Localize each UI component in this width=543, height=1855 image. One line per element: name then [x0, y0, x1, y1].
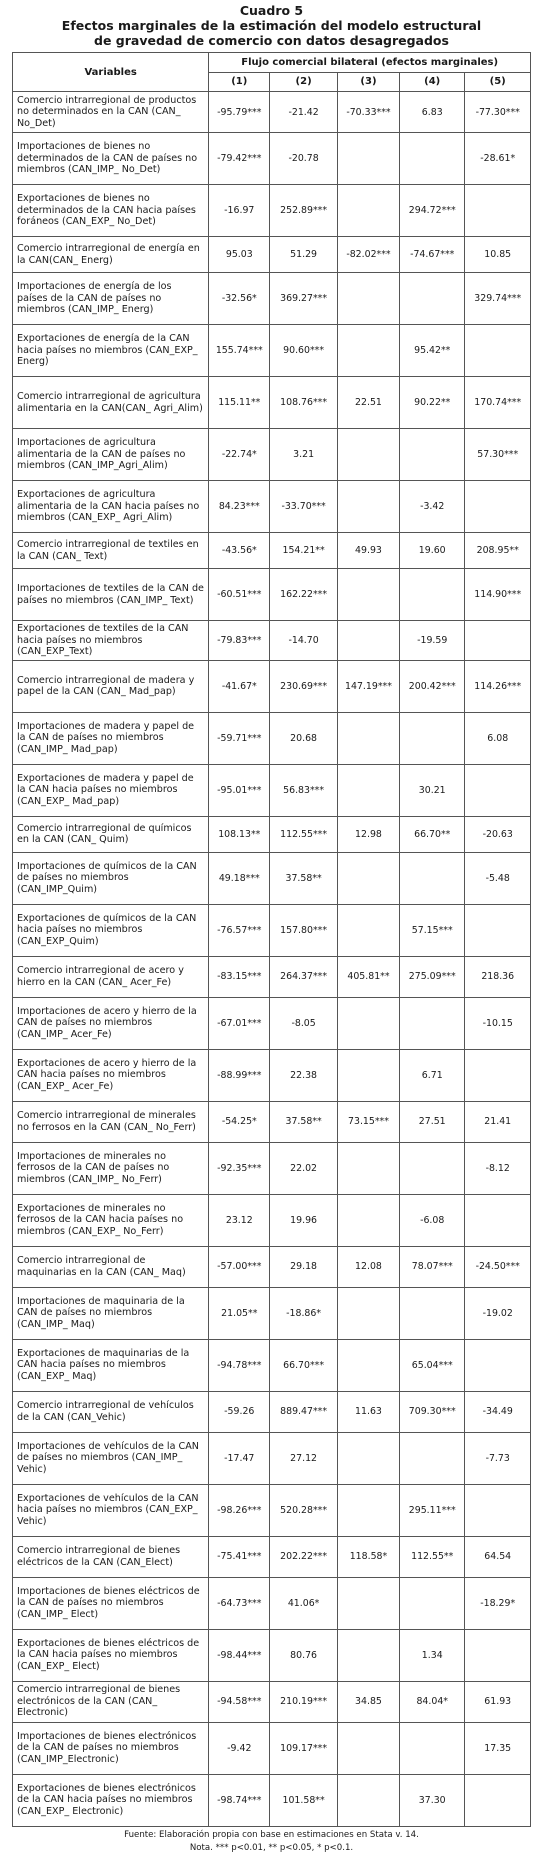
header-col-3: (3)	[337, 72, 399, 92]
header-variables: Variables	[13, 53, 209, 92]
row-variable-label: Importaciones de vehículos de la CAN de países no miembros (CAN_IMP_ Vehic)	[13, 1432, 209, 1484]
row-variable-label: Comercio intrarregional de energía en la CAN(CAN_ Energ)	[13, 237, 209, 273]
cell-col-5: 114.90***	[465, 569, 531, 621]
cell-col-3	[337, 1049, 399, 1101]
cell-col-5	[465, 1774, 531, 1826]
header-col-4: (4)	[400, 72, 465, 92]
cell-col-5	[465, 1629, 531, 1681]
cell-col-2: 22.02	[270, 1142, 338, 1194]
cell-col-5	[465, 1339, 531, 1391]
cell-col-4: 57.15***	[400, 904, 465, 956]
table-row	[13, 325, 531, 377]
cell-col-4: 65.04***	[400, 1339, 465, 1391]
cell-col-1: -41.67*	[209, 660, 270, 712]
table-row	[13, 956, 531, 997]
row-variable-label: Exportaciones de madera y papel de la CAN hacia países no miembros (CAN_EXP_ Mad_pap)	[13, 764, 209, 816]
table-row	[13, 1577, 531, 1629]
cell-col-1: 155.74***	[209, 325, 270, 377]
row-variable-label: Exportaciones de vehículos de la CAN hacia países no miembros (CAN_EXP_ Vehic)	[13, 1484, 209, 1536]
cell-col-5: 10.85	[465, 237, 531, 273]
table-row	[13, 481, 531, 533]
cell-col-5: 64.54	[465, 1536, 531, 1577]
cell-col-1: 21.05**	[209, 1287, 270, 1339]
cell-col-4: 1.34	[400, 1629, 465, 1681]
cell-col-3	[337, 1484, 399, 1536]
row-variable-label: Importaciones de bienes no determinados de la CAN de países no miembros (CAN_IMP_ No_Det)	[13, 133, 209, 185]
cell-col-1: 108.13**	[209, 816, 270, 852]
cell-col-5: 21.41	[465, 1101, 531, 1142]
cell-col-2: 19.96	[270, 1194, 338, 1246]
cell-col-4: 78.07***	[400, 1246, 465, 1287]
table-row	[13, 1536, 531, 1577]
cell-col-4	[400, 429, 465, 481]
table-row	[13, 997, 531, 1049]
cell-col-2: 109.17***	[270, 1722, 338, 1774]
cell-col-1: -22.74*	[209, 429, 270, 481]
cell-col-1: -98.26***	[209, 1484, 270, 1536]
cell-col-1: -98.74***	[209, 1774, 270, 1826]
cell-col-4: -74.67***	[400, 237, 465, 273]
cell-col-3: 118.58*	[337, 1536, 399, 1577]
cell-col-1: -64.73***	[209, 1577, 270, 1629]
cell-col-5	[465, 185, 531, 237]
cell-col-5: -19.02	[465, 1287, 531, 1339]
results-table	[12, 52, 531, 1827]
row-variable-label: Comercio intrarregional de maquinarias en la CAN (CAN_ Maq)	[13, 1246, 209, 1287]
cell-col-5: 17.35	[465, 1722, 531, 1774]
cell-col-1: -60.51***	[209, 569, 270, 621]
cell-col-3: 34.85	[337, 1681, 399, 1722]
cell-col-2: 27.12	[270, 1432, 338, 1484]
cell-col-1: -79.83***	[209, 621, 270, 661]
row-variable-label: Exportaciones de energía de la CAN hacia países no miembros (CAN_EXP_ Energ)	[13, 325, 209, 377]
cell-col-5: -8.12	[465, 1142, 531, 1194]
cell-col-3	[337, 621, 399, 661]
cell-col-3	[337, 852, 399, 904]
cell-col-4: 19.60	[400, 533, 465, 569]
cell-col-2: 101.58**	[270, 1774, 338, 1826]
cell-col-4: 112.55**	[400, 1536, 465, 1577]
cell-col-1: -67.01***	[209, 997, 270, 1049]
row-variable-label: Importaciones de energía de los países de la CAN de países no miembros (CAN_IMP_ Energ)	[13, 273, 209, 325]
row-variable-label: Importaciones de agricultura alimentaria de la CAN de países no miembros (CAN_IMP_Agri_Alim)	[13, 429, 209, 481]
cell-col-1: -95.01***	[209, 764, 270, 816]
significance-note: Nota. *** p<0.01, ** p<0.05, * p<0.1.	[189, 1842, 354, 1853]
row-variable-label: Exportaciones de textiles de la CAN hacia países no miembros (CAN_EXP_Text)	[13, 621, 209, 661]
table-row	[13, 92, 531, 133]
cell-col-3	[337, 1194, 399, 1246]
cell-col-5: 208.95**	[465, 533, 531, 569]
cell-col-3	[337, 1339, 399, 1391]
header-col-5: (5)	[465, 72, 531, 92]
cell-col-2: 889.47***	[270, 1391, 338, 1432]
cell-col-4	[400, 133, 465, 185]
cell-col-5: 57.30***	[465, 429, 531, 481]
cell-col-2: -33.70***	[270, 481, 338, 533]
cell-col-5: 6.08	[465, 712, 531, 764]
table-row	[13, 1049, 531, 1101]
cell-col-1: 95.03	[209, 237, 270, 273]
cell-col-3: -70.33***	[337, 92, 399, 133]
cell-col-1: -9.42	[209, 1722, 270, 1774]
row-variable-label: Importaciones de textiles de la CAN de países no miembros (CAN_IMP_ Text)	[13, 569, 209, 621]
cell-col-5: -10.15	[465, 997, 531, 1049]
row-variable-label: Comercio intrarregional de acero y hierro en la CAN (CAN_ Acer_Fe)	[13, 956, 209, 997]
cell-col-2: 66.70***	[270, 1339, 338, 1391]
cell-col-1: -54.25*	[209, 1101, 270, 1142]
cell-col-2: 90.60***	[270, 325, 338, 377]
cell-col-5	[465, 325, 531, 377]
cell-col-1: -32.56*	[209, 273, 270, 325]
cell-col-1: -76.57***	[209, 904, 270, 956]
cell-col-1: -16.97	[209, 185, 270, 237]
table-row	[13, 1432, 531, 1484]
cell-col-4: -6.08	[400, 1194, 465, 1246]
cell-col-2: -21.42	[270, 92, 338, 133]
cell-col-3	[337, 185, 399, 237]
table-row	[13, 429, 531, 481]
header-col-2: (2)	[270, 72, 338, 92]
table-row	[13, 712, 531, 764]
cell-col-5: -28.61*	[465, 133, 531, 185]
header-group: Flujo comercial bilateral (efectos marginales)	[209, 53, 531, 73]
table-row	[13, 133, 531, 185]
cell-col-1: 84.23***	[209, 481, 270, 533]
table-row	[13, 569, 531, 621]
table-row	[13, 1629, 531, 1681]
cell-col-1: -59.26	[209, 1391, 270, 1432]
cell-col-4	[400, 1142, 465, 1194]
cell-col-2: 202.22***	[270, 1536, 338, 1577]
cell-col-3	[337, 1287, 399, 1339]
row-variable-label: Comercio intrarregional de bienes electrónicos de la CAN (CAN_ Electronic)	[13, 1681, 209, 1722]
cell-col-2: 154.21**	[270, 533, 338, 569]
cell-col-1: -92.35***	[209, 1142, 270, 1194]
cell-col-4	[400, 1577, 465, 1629]
row-variable-label: Exportaciones de acero y hierro de la CAN hacia países no miembros (CAN_EXP_ Acer_Fe)	[13, 1049, 209, 1101]
cell-col-2: 108.76***	[270, 377, 338, 429]
table-row	[13, 1339, 531, 1391]
row-variable-label: Exportaciones de minerales no ferrosos de la CAN hacia países no miembros (CAN_EXP_ No_Ferr)	[13, 1194, 209, 1246]
cell-col-4: 27.51	[400, 1101, 465, 1142]
cell-col-2: 252.89***	[270, 185, 338, 237]
table-row	[13, 1774, 531, 1826]
table-row	[13, 377, 531, 429]
table-row	[13, 816, 531, 852]
row-variable-label: Comercio intrarregional de bienes eléctricos de la CAN (CAN_Elect)	[13, 1536, 209, 1577]
cell-col-4: 294.72***	[400, 185, 465, 237]
cell-col-4	[400, 852, 465, 904]
cell-col-3: 22.51	[337, 377, 399, 429]
row-variable-label: Importaciones de maquinaria de la CAN de países no miembros (CAN_IMP_ Maq)	[13, 1287, 209, 1339]
row-variable-label: Importaciones de acero y hierro de la CAN de países no miembros (CAN_IMP_ Acer_Fe)	[13, 997, 209, 1049]
cell-col-1: 115.11**	[209, 377, 270, 429]
cell-col-1: 49.18***	[209, 852, 270, 904]
table-row	[13, 273, 531, 325]
cell-col-5	[465, 1484, 531, 1536]
cell-col-2: 264.37***	[270, 956, 338, 997]
cell-col-2: 29.18	[270, 1246, 338, 1287]
cell-col-1: -43.56*	[209, 533, 270, 569]
cell-col-4	[400, 1432, 465, 1484]
row-variable-label: Comercio intrarregional de madera y papel de la CAN (CAN_ Mad_pap)	[13, 660, 209, 712]
table-row	[13, 1194, 531, 1246]
table-row	[13, 533, 531, 569]
cell-col-1: -75.41***	[209, 1536, 270, 1577]
row-variable-label: Importaciones de minerales no ferrosos de la CAN de países no miembros (CAN_IMP_ No_Ferr)	[13, 1142, 209, 1194]
cell-col-2: 369.27***	[270, 273, 338, 325]
cell-col-1: -83.15***	[209, 956, 270, 997]
cell-col-4: 709.30***	[400, 1391, 465, 1432]
row-variable-label: Importaciones de madera y papel de la CAN de países no miembros (CAN_IMP_ Mad_pap)	[13, 712, 209, 764]
cell-col-2: 51.29	[270, 237, 338, 273]
cell-col-2: -20.78	[270, 133, 338, 185]
row-variable-label: Comercio intrarregional de agricultura alimentaria en la CAN(CAN_ Agri_Alim)	[13, 377, 209, 429]
cell-col-1: -95.79***	[209, 92, 270, 133]
cell-col-5: -24.50***	[465, 1246, 531, 1287]
table-row	[13, 1484, 531, 1536]
cell-col-5: -5.48	[465, 852, 531, 904]
cell-col-3	[337, 997, 399, 1049]
cell-col-1: -57.00***	[209, 1246, 270, 1287]
cell-col-3: 12.08	[337, 1246, 399, 1287]
cell-col-1: -79.42***	[209, 133, 270, 185]
row-variable-label: Exportaciones de agricultura alimentaria de la CAN hacia países no miembros (CAN_EXP_ Agri_Alim)	[13, 481, 209, 533]
cell-col-1: -94.58***	[209, 1681, 270, 1722]
row-variable-label: Exportaciones de químicos de la CAN hacia países no miembros (CAN_EXP_Quim)	[13, 904, 209, 956]
cell-col-2: 112.55***	[270, 816, 338, 852]
cell-col-4: 30.21	[400, 764, 465, 816]
row-variable-label: Importaciones de bienes electrónicos de la CAN de países no miembros (CAN_IMP_Electronic)	[13, 1722, 209, 1774]
cell-col-5: -7.73	[465, 1432, 531, 1484]
table-row	[13, 764, 531, 816]
cell-col-4: 6.83	[400, 92, 465, 133]
cell-col-3	[337, 325, 399, 377]
cell-col-5	[465, 621, 531, 661]
cell-col-4	[400, 273, 465, 325]
row-variable-label: Comercio intrarregional de minerales no ferrosos en la CAN (CAN_ No_Ferr)	[13, 1101, 209, 1142]
source-note: Fuente: Elaboración propia con base en estimaciones en Stata v. 14.	[124, 1829, 419, 1840]
cell-col-4: 6.71	[400, 1049, 465, 1101]
table-row	[13, 1101, 531, 1142]
cell-col-2: 3.21	[270, 429, 338, 481]
table-row	[13, 1722, 531, 1774]
cell-col-5: 329.74***	[465, 273, 531, 325]
cell-col-2: 41.06*	[270, 1577, 338, 1629]
cell-col-1: -17.47	[209, 1432, 270, 1484]
cell-col-3: -82.02***	[337, 237, 399, 273]
cell-col-1: -88.99***	[209, 1049, 270, 1101]
caption-title-line-1: Efectos marginales de la estimación del modelo estructural	[61, 18, 482, 33]
cell-col-1: -98.44***	[209, 1629, 270, 1681]
cell-col-3	[337, 1577, 399, 1629]
table-row	[13, 1391, 531, 1432]
row-variable-label: Exportaciones de maquinarias de la CAN hacia países no miembros (CAN_EXP_ Maq)	[13, 1339, 209, 1391]
row-variable-label: Comercio intrarregional de textiles en la CAN (CAN_ Text)	[13, 533, 209, 569]
cell-col-1: 23.12	[209, 1194, 270, 1246]
cell-col-2: 210.19***	[270, 1681, 338, 1722]
cell-col-5	[465, 764, 531, 816]
row-variable-label: Exportaciones de bienes eléctricos de la CAN hacia países no miembros (CAN_EXP_ Elect)	[13, 1629, 209, 1681]
cell-col-3	[337, 481, 399, 533]
cell-col-4	[400, 569, 465, 621]
cell-col-3: 147.19***	[337, 660, 399, 712]
caption-title-line-2: de gravedad de comercio con datos desagregados	[94, 33, 449, 48]
table-row	[13, 621, 531, 661]
cell-col-3	[337, 133, 399, 185]
cell-col-4: -19.59	[400, 621, 465, 661]
cell-col-4: 275.09***	[400, 956, 465, 997]
cell-col-5: -77.30***	[465, 92, 531, 133]
table-row	[13, 904, 531, 956]
cell-col-4	[400, 1722, 465, 1774]
cell-col-2: 20.68	[270, 712, 338, 764]
cell-col-2: 56.83***	[270, 764, 338, 816]
table-row	[13, 237, 531, 273]
cell-col-5	[465, 481, 531, 533]
cell-col-3	[337, 569, 399, 621]
cell-col-3	[337, 764, 399, 816]
table-row	[13, 660, 531, 712]
table-caption	[12, 3, 531, 48]
cell-col-2: -8.05	[270, 997, 338, 1049]
cell-col-4: 200.42***	[400, 660, 465, 712]
cell-col-5: 114.26***	[465, 660, 531, 712]
cell-col-1: -94.78***	[209, 1339, 270, 1391]
cell-col-2: 37.58**	[270, 852, 338, 904]
table-body	[13, 92, 531, 1827]
cell-col-3: 73.15***	[337, 1101, 399, 1142]
cell-col-4	[400, 712, 465, 764]
cell-col-4: 66.70**	[400, 816, 465, 852]
table-row	[13, 852, 531, 904]
cell-col-3	[337, 1142, 399, 1194]
cell-col-3: 11.63	[337, 1391, 399, 1432]
caption-number: Cuadro 5	[239, 3, 304, 18]
cell-col-5: -34.49	[465, 1391, 531, 1432]
table-row	[13, 185, 531, 237]
cell-col-2: 157.80***	[270, 904, 338, 956]
row-variable-label: Importaciones de bienes eléctricos de la CAN de países no miembros (CAN_IMP_ Elect)	[13, 1577, 209, 1629]
row-variable-label: Comercio intrarregional de vehículos de la CAN (CAN_Vehic)	[13, 1391, 209, 1432]
cell-col-3	[337, 1432, 399, 1484]
cell-col-2: 22.38	[270, 1049, 338, 1101]
cell-col-4	[400, 1287, 465, 1339]
table-row	[13, 1681, 531, 1722]
cell-col-3: 405.81**	[337, 956, 399, 997]
cell-col-2: 230.69***	[270, 660, 338, 712]
cell-col-3	[337, 1774, 399, 1826]
cell-col-4: 295.11***	[400, 1484, 465, 1536]
cell-col-5: -18.29*	[465, 1577, 531, 1629]
cell-col-5: 61.93	[465, 1681, 531, 1722]
cell-col-4	[400, 997, 465, 1049]
cell-col-5: -20.63	[465, 816, 531, 852]
cell-col-5	[465, 1049, 531, 1101]
cell-col-4: 84.04*	[400, 1681, 465, 1722]
cell-col-2: 80.76	[270, 1629, 338, 1681]
cell-col-2: -14.70	[270, 621, 338, 661]
header-col-1: (1)	[209, 72, 270, 92]
cell-col-2: 520.28***	[270, 1484, 338, 1536]
cell-col-3: 12.98	[337, 816, 399, 852]
row-variable-label: Comercio intrarregional de productos no determinados en la CAN (CAN_ No_Det)	[13, 92, 209, 133]
cell-col-2: 37.58**	[270, 1101, 338, 1142]
cell-col-3	[337, 1722, 399, 1774]
cell-col-3	[337, 429, 399, 481]
table-row	[13, 1142, 531, 1194]
cell-col-5: 170.74***	[465, 377, 531, 429]
table-notes	[12, 1829, 531, 1855]
cell-col-4: -3.42	[400, 481, 465, 533]
cell-col-3	[337, 904, 399, 956]
cell-col-5	[465, 904, 531, 956]
row-variable-label: Exportaciones de bienes electrónicos de la CAN hacia países no miembros (CAN_EXP_ Electronic)	[13, 1774, 209, 1826]
table-row	[13, 1287, 531, 1339]
cell-col-4: 90.22**	[400, 377, 465, 429]
cell-col-5	[465, 1194, 531, 1246]
row-variable-label: Comercio intrarregional de químicos en la CAN (CAN_ Quim)	[13, 816, 209, 852]
row-variable-label: Importaciones de químicos de la CAN de países no miembros (CAN_IMP_Quim)	[13, 852, 209, 904]
table-row	[13, 1246, 531, 1287]
cell-col-3	[337, 273, 399, 325]
cell-col-3: 49.93	[337, 533, 399, 569]
cell-col-4: 95.42**	[400, 325, 465, 377]
row-variable-label: Exportaciones de bienes no determinados de la CAN hacia países foráneos (CAN_EXP_ No_Det)	[13, 185, 209, 237]
cell-col-1: -59.71***	[209, 712, 270, 764]
cell-col-3	[337, 712, 399, 764]
cell-col-4: 37.30	[400, 1774, 465, 1826]
cell-col-2: -18.86*	[270, 1287, 338, 1339]
cell-col-2: 162.22***	[270, 569, 338, 621]
cell-col-3	[337, 1629, 399, 1681]
cell-col-5: 218.36	[465, 956, 531, 997]
